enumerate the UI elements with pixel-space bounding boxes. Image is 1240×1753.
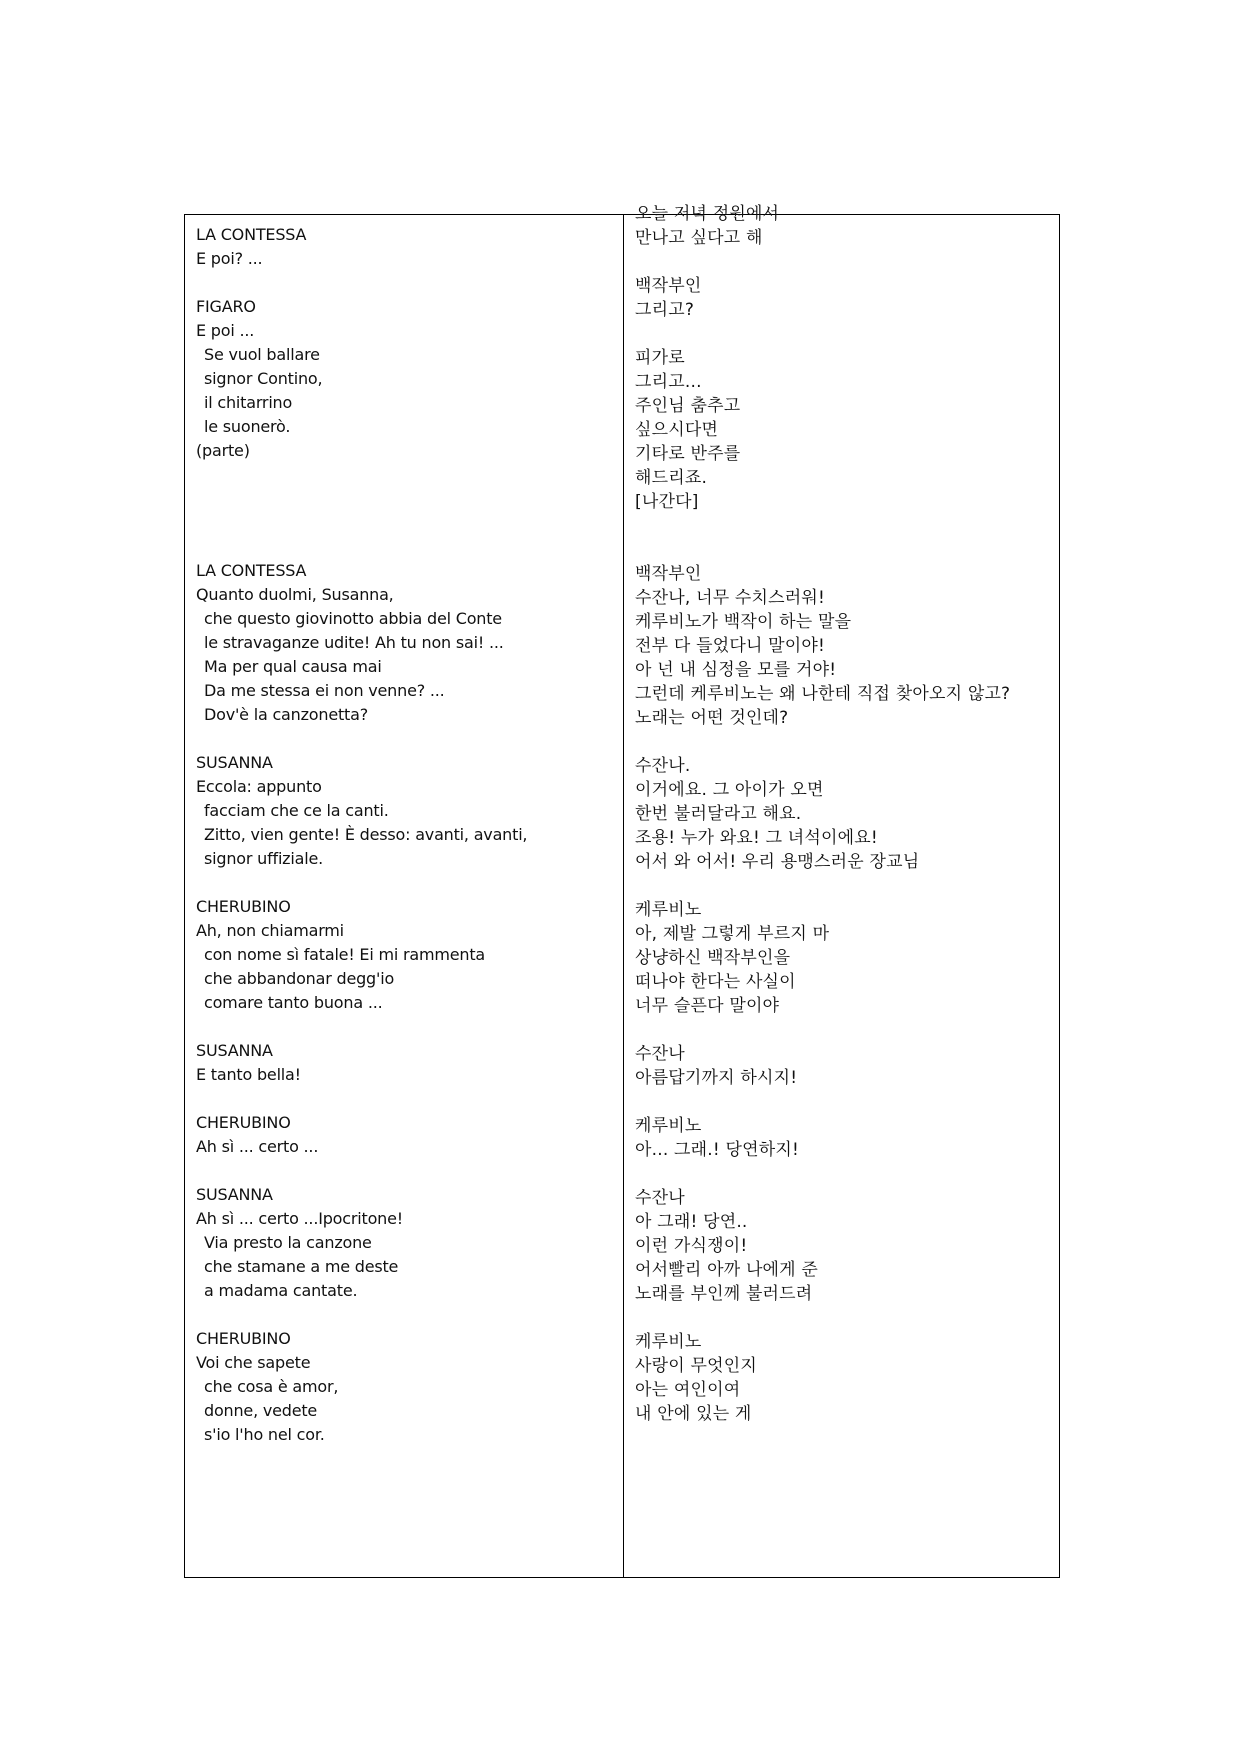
korean-line: 수잔나 <box>635 1188 685 1208</box>
korean-line: 아 그래! 당연.. <box>635 1212 748 1232</box>
italian-line: il chitarrino <box>204 393 293 412</box>
korean-line: 케루비노 <box>635 1332 702 1352</box>
italian-line: Ma per qual causa mai <box>204 657 382 676</box>
italian-line: Da me stessa ei non venne? ... <box>204 681 445 700</box>
korean-line: 백작부인 <box>635 564 702 584</box>
korean-line: 케루비노가 백작이 하는 말을 <box>635 612 852 632</box>
korean-line: 이런 가식쟁이! <box>635 1236 748 1256</box>
korean-line: 케루비노 <box>635 1116 702 1136</box>
italian-line: Quanto duolmi, Susanna, <box>196 585 394 604</box>
korean-line: 주인님 춤추고 <box>635 396 741 416</box>
italian-line: che abbandonar degg'io <box>204 969 395 988</box>
italian-line: LA CONTESSA <box>196 561 307 580</box>
korean-line: 조용! 누가 와요! 그 녀석이에요! <box>635 828 878 848</box>
korean-line: 노래를 부인께 불러드려 <box>635 1284 813 1304</box>
italian-line: Voi che sapete <box>196 1353 311 1372</box>
italian-line: a madama cantate. <box>204 1281 358 1300</box>
korean-line: 전부 다 들었다니 말이야! <box>635 636 826 656</box>
italian-line: Zitto, vien gente! È desso: avanti, avanti, <box>204 825 528 844</box>
italian-line: SUSANNA <box>196 1041 273 1060</box>
italian-line: (parte) <box>196 441 250 460</box>
korean-column <box>624 204 1059 1577</box>
korean-line: 해드리죠. <box>635 468 708 488</box>
korean-line: 아... 그래.! 당연하지! <box>635 1140 800 1160</box>
italian-line: SUSANNA <box>196 1185 273 1204</box>
italian-line: E tanto bella! <box>196 1065 301 1084</box>
korean-line: 피가로 <box>635 348 685 368</box>
italian-column <box>185 215 624 1577</box>
italian-line: Via presto la canzone <box>204 1233 372 1252</box>
italian-line: CHERUBINO <box>196 1329 291 1348</box>
italian-line: comare tanto buona ... <box>204 993 383 1012</box>
italian-line: CHERUBINO <box>196 1113 291 1132</box>
italian-line: E poi ... <box>196 321 255 340</box>
italian-line: che cosa è amor, <box>204 1377 339 1396</box>
italian-line: LA CONTESSA <box>196 225 307 244</box>
korean-line: 너무 슬픈다 말이야 <box>635 996 780 1016</box>
italian-line: Ah sì ... certo ... <box>196 1137 319 1156</box>
libretto-table <box>184 204 1060 1578</box>
korean-line: 아, 제발 그렇게 부르지 마 <box>635 924 830 944</box>
korean-line: [나간다] <box>635 492 699 512</box>
korean-line: 아는 여인이여 <box>635 1380 741 1400</box>
korean-line: 상냥하신 백작부인을 <box>635 948 791 968</box>
italian-line: che stamane a me deste <box>204 1257 399 1276</box>
italian-line: che questo giovinotto abbia del Conte <box>204 609 502 628</box>
korean-line: 수잔나 <box>635 1044 685 1064</box>
italian-line: Dov'è la canzonetta? <box>204 705 369 724</box>
korean-line: 백작부인 <box>635 276 702 296</box>
italian-line: FIGARO <box>196 297 256 316</box>
italian-line: SUSANNA <box>196 753 273 772</box>
italian-line: le stravaganze udite! Ah tu non sai! ... <box>204 633 504 652</box>
korean-line: 어서 와 어서! 우리 용맹스러운 장교님 <box>635 852 920 872</box>
korean-line: 그리고... <box>635 372 702 392</box>
italian-line: con nome sì fatale! Ei mi rammenta <box>204 945 486 964</box>
italian-line: le suonerò. <box>204 417 291 436</box>
korean-line: 수잔나, 너무 수치스러워! <box>635 588 826 608</box>
italian-line: Eccola: appunto <box>196 777 322 796</box>
korean-line: 한번 불러달라고 해요. <box>635 804 802 824</box>
korean-line: 그리고? <box>635 300 695 320</box>
italian-line: E poi? ... <box>196 249 263 268</box>
korean-line: 아 넌 내 심정을 모를 거야! <box>635 660 837 680</box>
korean-line: 사랑이 무엇인지 <box>635 1356 757 1376</box>
italian-line: CHERUBINO <box>196 897 291 916</box>
korean-line: 아름답기까지 하시지! <box>635 1068 798 1088</box>
korean-line: 오늘 저녁 정원에서 <box>635 204 780 224</box>
korean-line: 떠나야 한다는 사실이 <box>635 972 796 992</box>
korean-line: 내 안에 있는 게 <box>635 1404 752 1424</box>
korean-line: 싶으시다면 <box>635 420 719 440</box>
italian-line: Se vuol ballare <box>204 345 320 364</box>
korean-line: 노래는 어떤 것인데? <box>635 708 789 728</box>
korean-line: 케루비노 <box>635 900 702 920</box>
italian-line: s'io l'ho nel cor. <box>204 1425 325 1444</box>
korean-line: 이거에요. 그 아이가 오면 <box>635 780 824 800</box>
italian-line: Ah sì ... certo ...Ipocritone! <box>196 1209 403 1228</box>
italian-line: signor uffiziale. <box>204 849 324 868</box>
korean-line: 그런데 케루비노는 왜 나한테 직접 찾아오지 않고? <box>635 684 1011 704</box>
korean-line: 만나고 싶다고 해 <box>635 228 763 248</box>
italian-line: signor Contino, <box>204 369 323 388</box>
korean-line: 어서빨리 아까 나에게 준 <box>635 1260 819 1280</box>
korean-line: 기타로 반주를 <box>635 444 741 464</box>
italian-line: donne, vedete <box>204 1401 318 1420</box>
italian-line: facciam che ce la canti. <box>204 801 389 820</box>
italian-line: Ah, non chiamarmi <box>196 921 344 940</box>
korean-line: 수잔나. <box>635 756 691 776</box>
